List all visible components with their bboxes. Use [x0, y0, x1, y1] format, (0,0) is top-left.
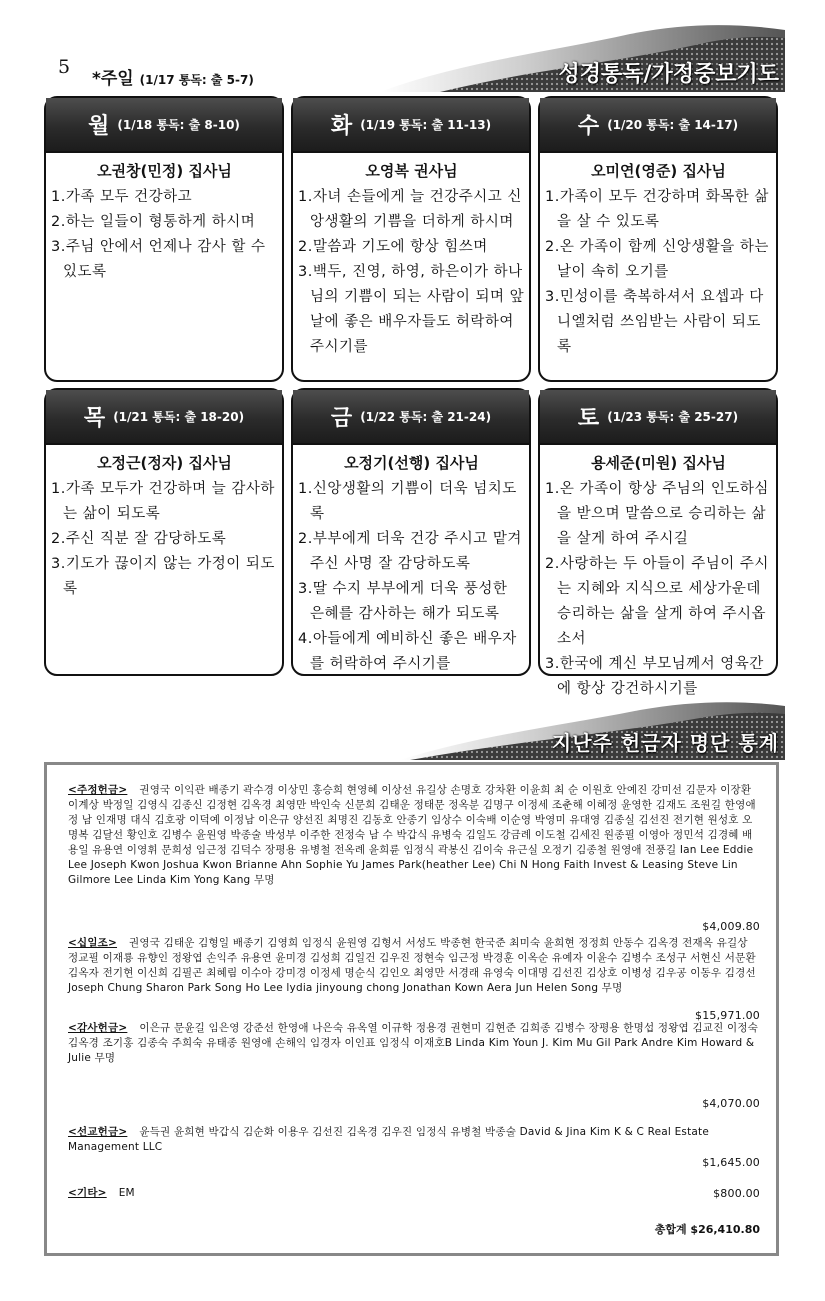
donor-category [68, 936, 760, 1021]
category-amount: $15,971.00 [695, 1009, 760, 1022]
day-reading: (1/18 통독: 출 8-10) [117, 118, 240, 132]
prayer-item: 1.가족 모두가 건강하며 늘 감사하는 삶이 되도록 [51, 481, 275, 522]
category-label: <십일조> [68, 937, 118, 949]
day-name: 목 [83, 406, 106, 431]
prayer-item: 4.아들에게 예비하신 좋은 배우자를 허락하여 주시기를 [298, 631, 517, 672]
sunday-label: *주일 [92, 69, 134, 89]
prayer-item: 1.온 가족이 항상 주님의 인도하심을 받으며 말씀으로 승리하는 삶을 살게 하여 주시길 [545, 481, 769, 547]
deacon-name: 오미연(영준) 집사님 [591, 162, 726, 180]
day-name: 화 [330, 114, 353, 139]
deacon-name: 오정기(선행) 집사님 [344, 454, 479, 472]
day-box-tuesday [291, 96, 531, 382]
prayer-item: 3.딸 수지 부부에게 더욱 풍성한 은혜를 감사하는 해가 되도록 [298, 581, 513, 622]
prayer-item: 2.하는 일들이 형통하게 하시며 [51, 214, 256, 230]
donor-names: EM [118, 1187, 135, 1199]
prayer-item: 2.부부에게 더욱 건강 주시고 맡겨주신 사명 잘 감당하도록 [298, 531, 522, 572]
prayer-item: 3.민성이를 축복하셔서 요셉과 다니엘처럼 쓰임받는 사람이 되도록 [545, 289, 764, 355]
section-banner-donors [400, 700, 785, 760]
prayer-item: 2.말씀과 기도에 항상 힘쓰며 [298, 239, 488, 255]
day-header [540, 98, 776, 153]
prayer-item: 1.신앙생활의 기쁨이 더욱 넘치도록 [298, 481, 517, 522]
day-header [293, 390, 529, 445]
donor-category [68, 1125, 760, 1185]
day-reading: (1/23 통독: 출 25-27) [607, 410, 739, 424]
page-number: 5 [58, 56, 71, 78]
donor-list-frame [44, 762, 779, 1256]
category-label: <감사헌금> [68, 1022, 128, 1034]
day-name: 금 [330, 406, 353, 431]
day-reading: (1/21 통독: 출 18-20) [113, 410, 245, 424]
day-reading: (1/20 통독: 출 14-17) [607, 118, 739, 132]
day-reading: (1/22 통독: 출 21-24) [360, 410, 492, 424]
prayer-item: 3.한국에 계신 부모님께서 영육간에 항상 강건하시기를 [545, 656, 764, 697]
prayer-section-title: 성경통독/가정중보기도 [558, 62, 779, 87]
grand-total: 총합계 $26,410.80 [654, 1223, 760, 1236]
donor-category [68, 1021, 760, 1110]
donor-names: 이은규 문윤길 임은영 강준선 한영애 나은숙 유옥열 이규학 정용경 권현미 김현준 김희종 김병수 장평용 한명섭 정왕엽 김교진 이정숙 김옥경 조기홍 김종숙 주희숙 유태종 원영애 손해익 임경자 이인표 임정식 이재호B Linda Kim Youn J. Kim Mu Gil Park Andre Kim Howard & Julie 무명 [68, 1022, 759, 1064]
category-label: <주정헌금> [68, 784, 128, 796]
prayer-item: 2.온 가족이 함께 신앙생활을 하는 날이 속히 오기를 [545, 239, 774, 280]
prayer-item: 1.가족 모두 건강하고 [51, 189, 193, 205]
donor-names: 권영국 김태운 김형일 배종기 김영희 임정식 윤원영 김형서 서성도 박종현 한국준 최미숙 윤희현 정정희 안동수 김옥경 전재옥 유길상 정교필 이재룡 유향인 정왕엽 손익주 유용연 윤미경 김성희 김일건 김우진 정현숙 임근정 박경훈 이옥순 유예자 이윤수 김병수 조성구 서현신 서문환 김옥자 전기현 이신희 김필곤 최혜림 이수아 강미경 이정세 명순식 김인오 최영만 서경래 유영숙 이대명 김선진 김상호 이병성 김우공 이동우 김경선 Joseph Chung Sharon Park Song Ho Lee lydia jinyoung chong Jonathan Kown Aera Jun Helen Song 무명 [68, 937, 756, 994]
donor-category [68, 1186, 760, 1206]
day-box-friday [291, 388, 531, 676]
day-header [293, 98, 529, 153]
prayer-item: 2.사랑하는 두 아들이 주님이 주시는 지혜와 지식으로 세상가운데 승리하는 삶을 살게 하여 주시옵소서 [545, 556, 769, 647]
category-amount: $1,645.00 [702, 1156, 760, 1169]
day-name: 토 [577, 406, 600, 431]
deacon-name: 오정근(정자) 집사님 [97, 454, 232, 472]
donor-names: 권영국 이익관 배종기 곽수경 이상민 홍승희 현영혜 이상선 유길상 손명호 강차환 이윤희 최 순 이원호 안예진 강미선 김문자 이장환 이계상 박정일 김영식 김종신 김정현 김옥경 최영만 박인숙 신문희 김태운 정태문 정옥분 김명구 이정세 조춘해 이혜정 윤영한 김재도 조원길 한영애 정 남 인재명 대식 김호광 이덕예 이정남 이은규 양선진 최명진 김동호 안종기 임상수 이숙배 이순영 박영미 유대영 김종실 김선진 전기현 원성호 오명복 김달선 황인호 김병수 윤원영 박종술 박성부 이주한 전정숙 남 수 박갑식 유병숙 김일도 강금례 이도철 김세진 원종필 이영아 정민석 김경혜 배용일 유용연 이영휘 문희성 임근정 김덕수 장평용 유병철 전옥례 윤희륜 임정식 곽봉신 김이숙 유근실 오정기 김종철 원영애 전풍길 Ian Lee Eddie Lee Joseph Kwon Joshua Kwon Brianne Ahn Sophie Yu James Park(heather Lee) Chi N Hong Faith Invest & Leasing Steve Lin Gilmore Lee Linda Kim Yong Kang 무명 [68, 784, 756, 886]
day-header [540, 390, 776, 445]
prayer-item: 1.자녀 손들에게 늘 건강주시고 신앙생활의 기쁨을 더하게 하시며 [298, 189, 522, 230]
section-banner-prayer [380, 22, 785, 92]
day-name: 수 [577, 114, 600, 139]
sunday-reading [92, 64, 254, 89]
category-amount: $800.00 [713, 1187, 760, 1200]
prayer-item: 1.가족이 모두 건강하며 화목한 삶을 살 수 있도록 [545, 189, 769, 230]
day-box-saturday [538, 388, 778, 697]
day-box-monday [44, 96, 284, 382]
deacon-name: 오영복 권사님 [365, 162, 458, 180]
day-name: 월 [88, 114, 110, 139]
prayer-item: 3.백두, 진영, 하영, 하은이가 하나님의 기쁨이 되는 사람이 되며 앞날에 좋은 배우자들도 허락하여 주시기를 [298, 264, 525, 355]
prayer-item: 3.기도가 끊이지 않는 가정이 되도록 [51, 556, 275, 597]
day-reading: (1/19 통독: 출 11-13) [360, 118, 492, 132]
prayer-item: 2.주신 직분 잘 감당하도록 [51, 531, 227, 547]
donor-section-title: 지난주 헌금자 명단 통계 [551, 731, 779, 755]
day-box-thursday [44, 388, 284, 676]
donor-category [68, 783, 760, 938]
day-header [46, 390, 282, 445]
category-label: <기타> [68, 1187, 107, 1199]
category-label: <선교헌금> [68, 1126, 128, 1138]
day-box-wednesday [538, 96, 778, 382]
donor-names: 윤득권 윤희현 박갑식 김순화 이용우 김선진 김옥경 김우진 임정식 유병철 박종술 David & Jina Kim K & C Real Estate Management LLC [68, 1126, 710, 1153]
prayer-item: 3.주님 안에서 언제나 감사 할 수 있도록 [51, 239, 271, 280]
category-amount: $4,009.80 [702, 920, 760, 933]
category-amount: $4,070.00 [702, 1097, 760, 1110]
day-header [46, 98, 282, 153]
sunday-reading-range: (1/17 통독: 출 5-7) [139, 73, 254, 87]
deacon-name: 오권창(민정) 집사님 [97, 162, 232, 180]
deacon-name: 용세준(미원) 집사님 [591, 454, 726, 472]
